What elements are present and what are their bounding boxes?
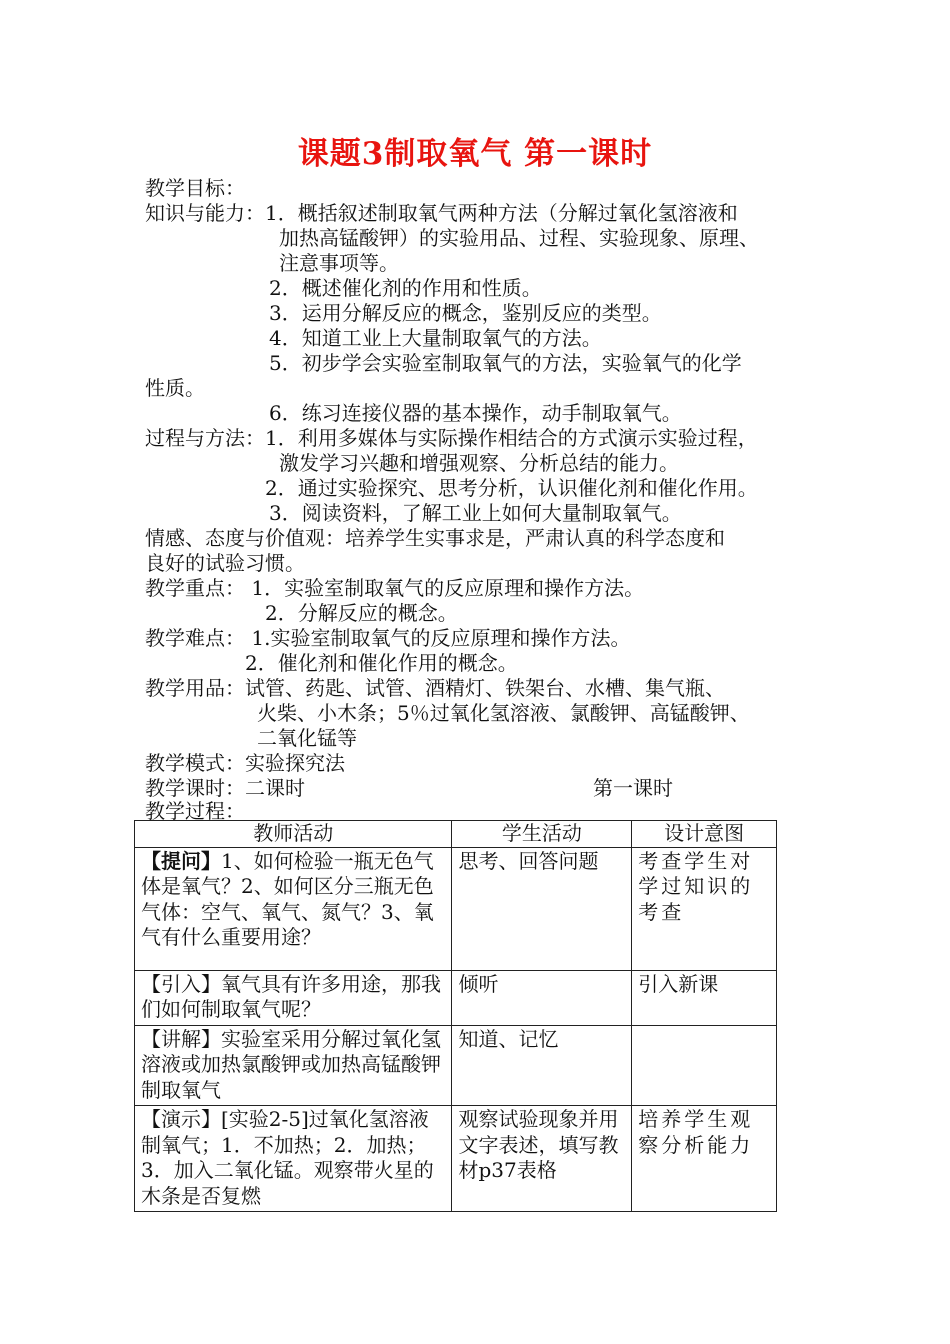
student-cell: 思考、回答问题 xyxy=(452,847,632,970)
teacher-text: [实验2-5]过氧化氢溶液制氧气；1．不加热；2．加热；3．加入二氧化锰。观察带火星的木条是否复燃 xyxy=(141,1107,434,1208)
knowledge-ability-line-1: 知识与能力：1．概括叙述制取氧气两种方法（分解过氧化氢溶液和 xyxy=(145,201,738,225)
teacher-cell xyxy=(135,1106,452,1212)
knowledge-ability-line-2: 加热高锰酸钾）的实验用品、过程、实验现象、原理、 xyxy=(279,226,759,250)
knowledge-ability-line-3: 注意事项等。 xyxy=(279,251,399,275)
activity-tag: 【讲解】 xyxy=(141,1026,221,1051)
process-heading: 教学过程： xyxy=(145,799,245,823)
teacher-text: 氧气具有许多用途，那我们如何制取氧气呢？ xyxy=(141,971,441,1021)
intent-cell xyxy=(632,1025,777,1106)
objectives-heading: 教学目标： xyxy=(145,176,245,200)
difficulties-line-1: 教学难点： 1.实验室制取氧气的反应原理和操作方法。 xyxy=(145,626,631,650)
teacher-cell xyxy=(135,1025,452,1106)
table-row xyxy=(135,1106,777,1212)
student-cell: 观察试验现象并用文字表述，填写教材p37表格 xyxy=(452,1106,632,1212)
process-method-line-2: 激发学习兴趣和增强观察、分析总结的能力。 xyxy=(279,451,679,475)
header-design-intent: 设计意图 xyxy=(632,821,777,848)
activity-tag: 【提问】 xyxy=(141,848,221,873)
materials-line-1: 教学用品：试管、药匙、试管、酒精灯、铁架台、水槽、集气瓶、 xyxy=(145,676,725,700)
emotion-values-line-1: 情感、态度与价值观：培养学生实事求是，严肃认真的科学态度和 xyxy=(145,526,725,550)
difficulties-line-2: 2．催化剂和催化作用的概念。 xyxy=(245,651,518,675)
lesson-number: 第一课时 xyxy=(593,776,673,800)
table-header-row xyxy=(135,821,777,848)
emotion-values-line-2: 良好的试验习惯。 xyxy=(145,551,305,575)
teaching-mode: 教学模式：实验探究法 xyxy=(145,751,345,775)
table-row xyxy=(135,1025,777,1106)
teacher-cell xyxy=(135,847,452,970)
knowledge-item-6: 6．练习连接仪器的基本操作，动手制取氧气。 xyxy=(269,401,682,425)
student-cell: 倾听 xyxy=(452,970,632,1025)
table-row xyxy=(135,847,777,970)
key-points-line-2: 2．分解反应的概念。 xyxy=(265,601,458,625)
teacher-cell xyxy=(135,970,452,1025)
intent-cell: 培养学生观察分析能力 xyxy=(632,1106,777,1212)
knowledge-item-3: 3．运用分解反应的概念，鉴别反应的类型。 xyxy=(269,301,662,325)
materials-line-2: 火柴、小木条；5％过氧化氢溶液、氯酸钾、高锰酸钾、 xyxy=(257,701,750,725)
knowledge-item-2: 2．概述催化剂的作用和性质。 xyxy=(269,276,542,300)
header-teacher-activity: 教师活动 xyxy=(135,821,452,848)
teacher-text: 1、如何检验一瓶无色气体是氧气？2、如何区分三瓶无色气体：空气、氧气、氮气？3、氧气有什么重要用途？ xyxy=(141,848,434,949)
page-title: 课题3制取氧气 第一课时 xyxy=(297,136,653,172)
process-method-item-2: 2．通过实验探究、思考分析，认识催化剂和催化作用。 xyxy=(265,476,758,500)
header-student-activity: 学生活动 xyxy=(452,821,632,848)
process-method-item-3: 3．阅读资料，了解工业上如何大量制取氧气。 xyxy=(269,501,682,525)
intent-cell: 考查学生对学过知识的考查 xyxy=(632,847,777,970)
class-hours: 教学课时：二课时 xyxy=(145,776,305,800)
key-points-line-1: 教学重点： 1．实验室制取氧气的反应原理和操作方法。 xyxy=(145,576,645,600)
knowledge-item-5: 5．初步学会实验室制取氧气的方法，实验氧气的化学 xyxy=(269,351,742,375)
table-row xyxy=(135,970,777,1025)
materials-line-3: 二氧化锰等 xyxy=(257,726,357,750)
teaching-process-table xyxy=(134,820,777,1212)
knowledge-item-4: 4．知道工业上大量制取氧气的方法。 xyxy=(269,326,602,350)
process-method-line-1: 过程与方法：1．利用多媒体与实际操作相结合的方式演示实验过程， xyxy=(145,426,758,450)
activity-tag: 【引入】 xyxy=(141,971,221,996)
teacher-text: 实验室采用分解过氧化氢溶液或加热氯酸钾或加热高锰酸钾制取氧气 xyxy=(141,1026,441,1102)
student-cell: 知道、记忆 xyxy=(452,1025,632,1106)
knowledge-item-5-cont: 性质。 xyxy=(145,376,205,400)
activity-tag: 【演示】 xyxy=(141,1107,221,1131)
intent-cell: 引入新课 xyxy=(632,970,777,1025)
